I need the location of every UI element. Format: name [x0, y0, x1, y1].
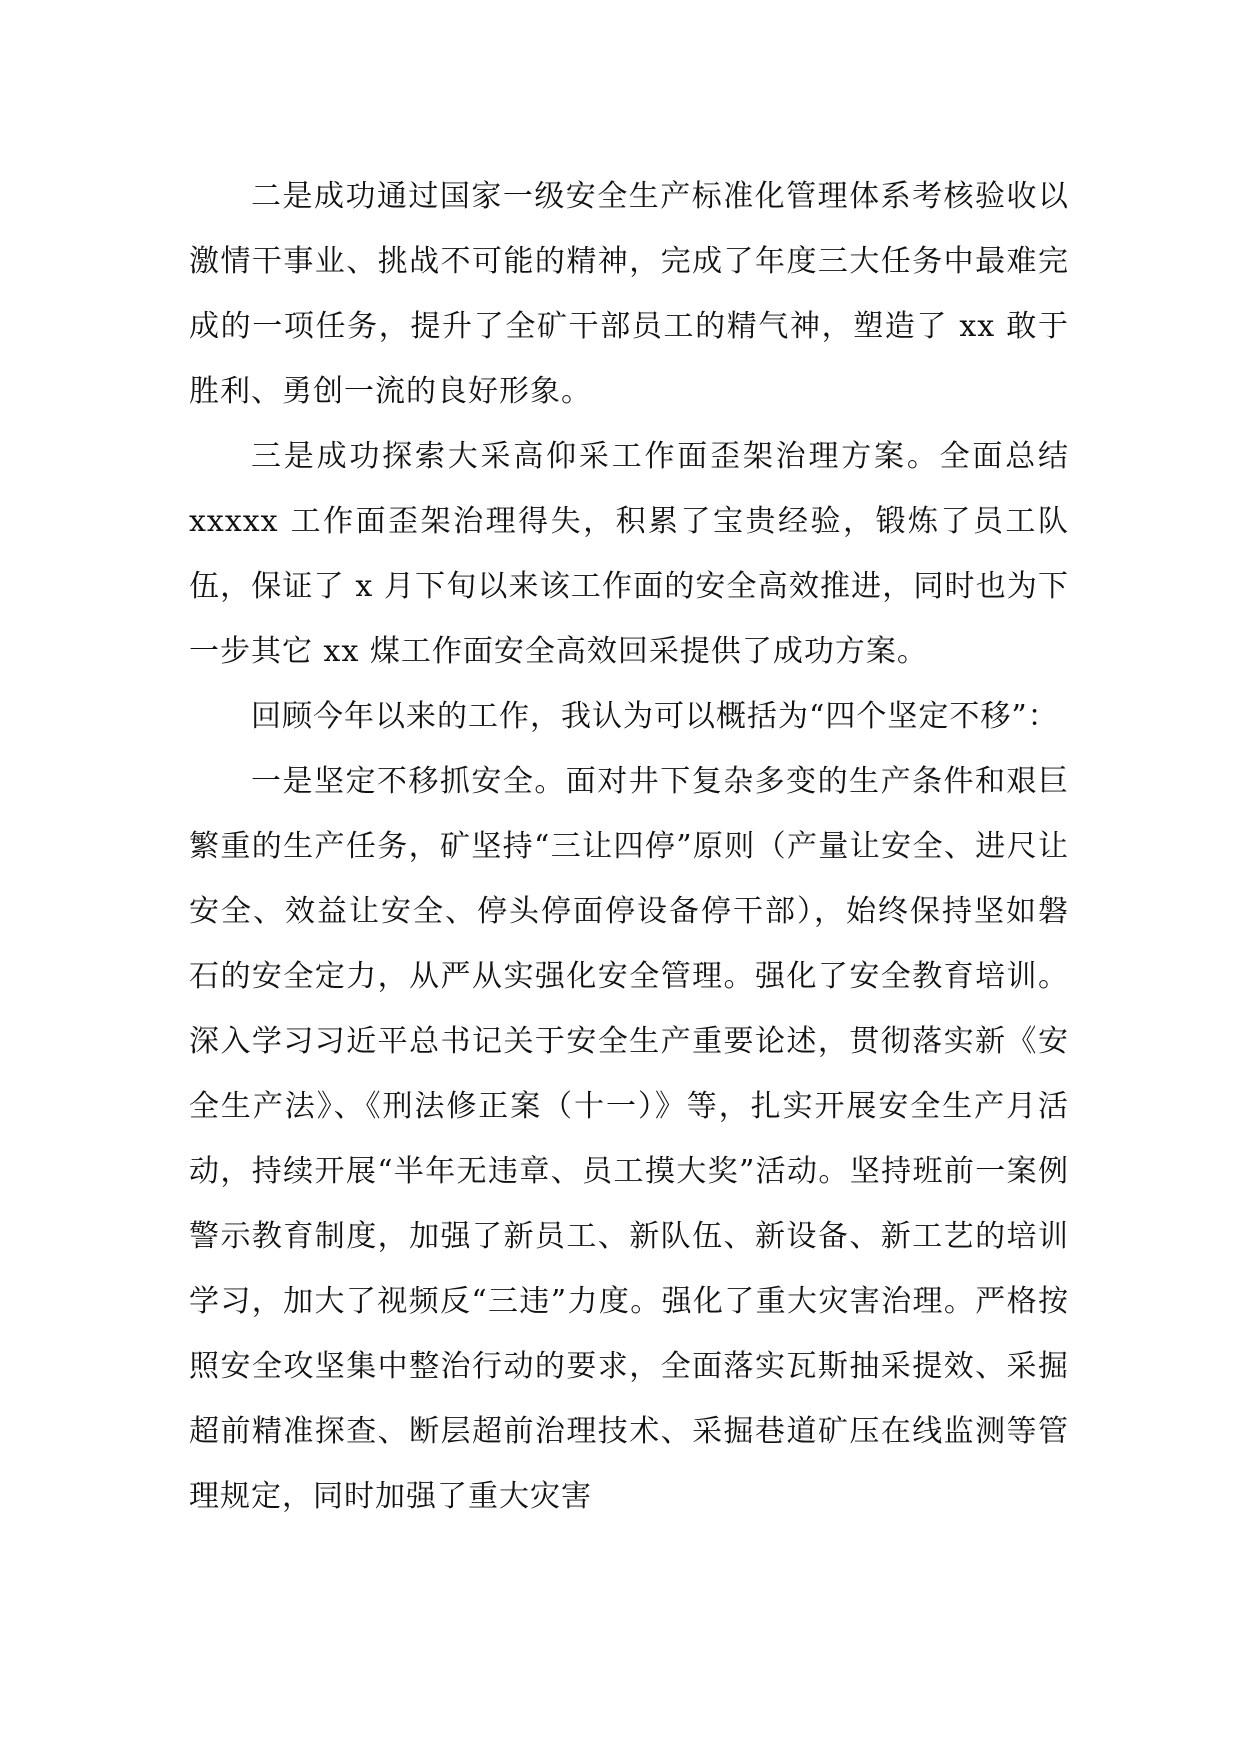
paragraph-face-governance: 三是成功探索大采高仰采工作面歪架治理方案。全面总结 xxxxx 工作面歪架治理得失，积累了宝贵经验，锻炼了员工队伍，保证了 x 月下旬以来该工作面的安全高效推进，同时也为下一步其它 xx 煤工作面安全高效回采提供了成功方案。 — [189, 439, 1069, 669]
paragraph-safety-standard: 二是成功通过国家一级安全生产标准化管理体系考核验收以激情干事业、挑战不可能的精神，完成了年度三大任务中最难完成的一项任务，提升了全矿干部员工的精气神，塑造了 xx 敢于胜利、勇创一流的良好形象。 — [189, 179, 1069, 409]
paragraph-review-summary: 回顾今年以来的工作，我认为可以概括为“四个坚定不移”： — [251, 699, 1059, 734]
paragraph-safety-first: 一是坚定不移抓安全。面对井下复杂多变的生产条件和艰巨繁重的生产任务，矿坚持“三让四停”原则（产量让安全、进尺让安全、效益让安全、停头停面停设备停干部），始终保持坚如磐石的安全定力，从严从实强化安全管理。强化了安全教育培训。深入学习习近平总书记关于安全生产重要论述，贯彻落实新《安全生产法》、《刑法修正案（十一）》等，扎实开展安全生产月活动，持续开展“半年无违章、员工摸大奖”活动。坚持班前一案例警示教育制度，加强了新员工、新队伍、新设备、新工艺的培训学习，加大了视频反“三违”力度。强化了重大灾害治理。严格按照安全攻坚集中整治行动的要求，全面落实瓦斯抽采提效、采掘超前精准探查、断层超前治理技术、采掘巷道矿压在线监测等管理规定，同时加强了重大灾害 — [189, 764, 1069, 1514]
document-body — [189, 164, 1069, 1514]
